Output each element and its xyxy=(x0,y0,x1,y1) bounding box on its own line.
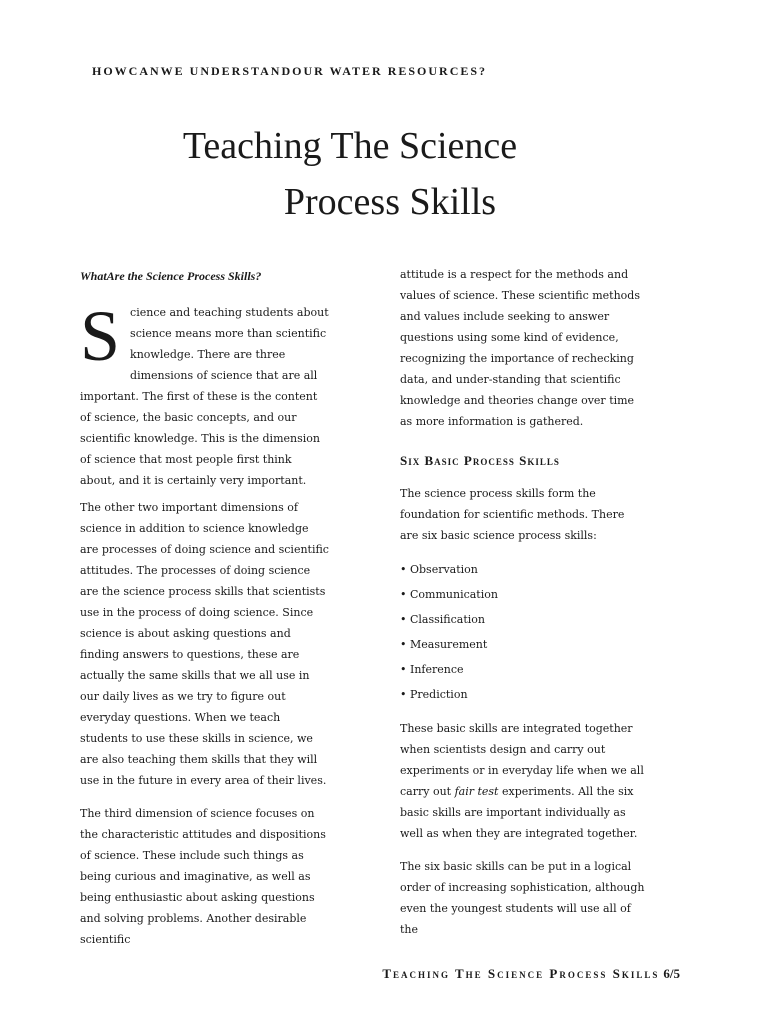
list-item: • Prediction xyxy=(400,683,645,706)
paragraph-attitudes: The third dimension of science focuses on the characteristic attitudes and dispositions of science. These include such things as being curious and imaginative, as well as being enthusiastic about asking questions and solving problems. Another desirable scientific xyxy=(80,807,326,946)
left-column xyxy=(80,262,330,962)
list-item: • Measurement xyxy=(400,633,645,656)
list-item: • Communication xyxy=(400,583,645,606)
paragraph-integrated-after: experiments. All the six basic skills are important individually as well as when they are integrated together. xyxy=(400,785,638,840)
paragraph-integrated-before: These basic skills are integrated together when scientists design and carry out experiments or in everyday life when we all carry out xyxy=(400,722,644,798)
section-heading-what-are: WhatAre the Science Process Skills? xyxy=(80,269,262,283)
paragraph-dimensions: The other two important dimensions of science in addition to science knowledge are processes of doing science and scientific attitudes. The processes of doing science are the science process skills that scientists use in the process of doing science. Since science is about asking questions and finding answers to questions, these are actually the same skills that we all use in our daily lives as we try to figure out everyday questions. When we teach students to use these skills in science, we are also teaching them skills that they will use in the future in every area of their lives. xyxy=(80,501,329,787)
running-head: HOWCANWE UNDERSTANDOUR WATER RESOURCES? xyxy=(92,64,488,78)
intro-paragraph-text: cience and teaching students about science means more than scientific knowledge. There are three dimensions of science that are all important. The first of these is the content of science, the basic concepts, and our scientific knowledge. This is the dimension of science that most people first think about, and it is certainly very important. xyxy=(80,306,329,487)
page-title-line-2: Process Skills xyxy=(283,181,497,223)
page-title-line-1: Teaching The Science xyxy=(182,125,518,167)
drop-cap: S xyxy=(80,296,121,376)
right-column xyxy=(400,264,645,952)
page-title xyxy=(0,118,700,230)
paragraph-logical-order: The six basic skills can be put in a logical order of increasing sophistication, although even the youngest students will use all of the xyxy=(400,860,645,936)
page-number: 6/5 xyxy=(663,966,680,981)
list-item: • Inference xyxy=(400,658,645,681)
skills-list xyxy=(400,558,645,706)
paragraph-foundation: The science process skills form the foundation for scientific methods. There are six basic science process skills: xyxy=(400,487,625,542)
fair-test-emphasis: fair test xyxy=(454,785,499,798)
footer-title: Teaching The Science Process Skills xyxy=(382,966,660,981)
page-footer xyxy=(382,966,680,982)
section-heading-six-basic: Six Basic Process Skills xyxy=(400,453,560,468)
paragraph-integrated xyxy=(400,718,645,844)
list-item: • Observation xyxy=(400,558,645,581)
list-item: • Classification xyxy=(400,608,645,631)
intro-paragraph xyxy=(80,296,330,491)
paragraph-attitude-continued: attitude is a respect for the methods and values of science. These scientific methods and values include seeking to answer questions using some kind of evidence, recognizing the importance of rechecking data, and under-standing that scientific knowledge and theories change over time as more information is gathered. xyxy=(400,268,640,428)
